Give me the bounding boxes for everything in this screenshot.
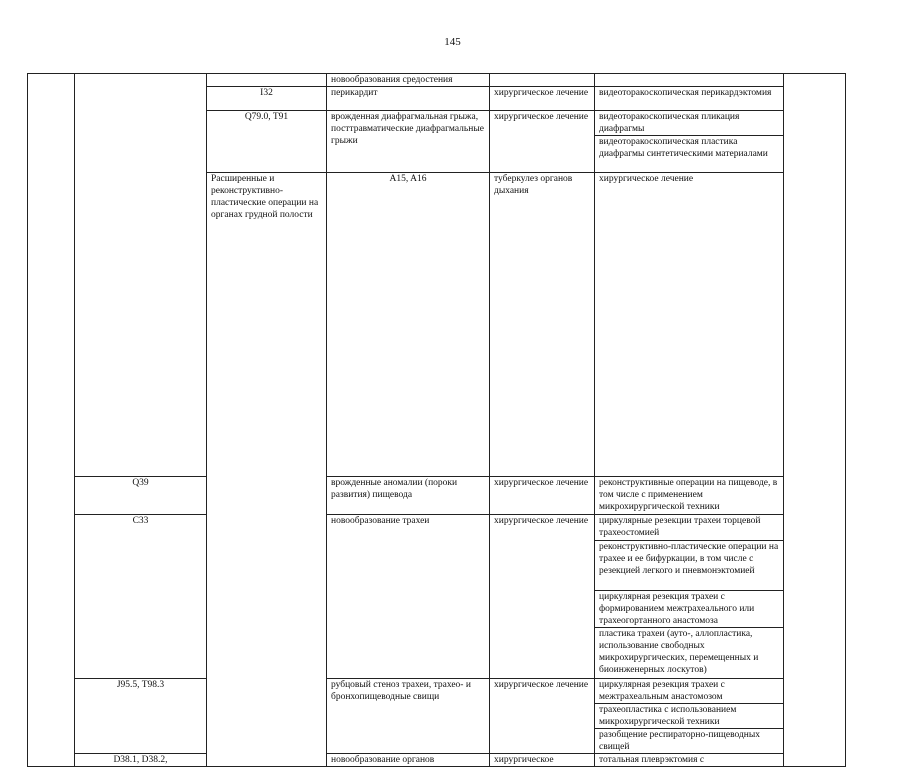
group-label-cell: Расширенные и реконструктивно-пластические операции на органах грудной полости: [207, 173, 327, 767]
code-cell: Q39: [75, 477, 207, 515]
method-cell: видеоторакоскопическая перикардэктомия: [595, 87, 784, 111]
table-row: [28, 754, 846, 767]
procedures-table: [27, 73, 846, 767]
disease-cell: перикардит: [327, 87, 490, 111]
table-row: [28, 515, 846, 541]
treatment-cell: [490, 74, 595, 87]
table-row: [28, 74, 846, 87]
group-cell: [75, 74, 207, 477]
treatment-cell: хирургическое: [490, 754, 595, 767]
treatment-cell: хирургическое лечение: [490, 87, 595, 111]
disease-cell: врожденные аномалии (пороки развития) пищевода: [327, 477, 490, 515]
table-row: [28, 679, 846, 704]
disease-cell: туберкулез органов дыхания: [490, 173, 595, 477]
treatment-cell: хирургическое лечение: [595, 173, 784, 477]
method-cell: реконструктивно-пластические операции на трахее и ее бифуркации, в том числе с резекцией легкого и пневмонэктомией: [595, 541, 784, 591]
method-cell: [595, 74, 784, 87]
disease-cell: рубцовый стеноз трахеи, трахео- и бронхопищеводные свищи: [327, 679, 490, 754]
method-cell: тотальная плеврэктомия с: [595, 754, 784, 767]
code-cell: Q79.0, T91: [207, 111, 327, 173]
method-cell: циркулярная резекция трахеи с межтрахеальным анастомозом: [595, 679, 784, 704]
page-number: 145: [444, 36, 461, 48]
treatment-cell: хирургическое лечение: [490, 111, 595, 173]
disease-cell: новообразование трахеи: [327, 515, 490, 679]
method-cell: циркулярные резекции трахеи торцевой трахеостомией: [595, 515, 784, 541]
treatment-cell: хирургическое лечение: [490, 515, 595, 679]
code-cell: I32: [207, 87, 327, 111]
method-cell: циркулярная резекция трахеи с формированием межтрахеального или трахеогортанного анастомоза: [595, 591, 784, 628]
extra-cell: [784, 74, 846, 767]
code-cell: D38.1, D38.2,: [75, 754, 207, 767]
disease-cell: врожденная диафрагмальная грыжа, посттравматические диафрагмальные грыжи: [327, 111, 490, 173]
table-row: [28, 477, 846, 515]
code-cell: C33: [75, 515, 207, 679]
treatment-cell: хирургическое лечение: [490, 679, 595, 754]
code-cell: A15, A16: [327, 173, 490, 477]
method-cell: видеоторакоскопическая пластика диафрагмы синтетическими материалами: [595, 136, 784, 173]
method-cell: пластика трахеи (ауто-, аллопластика, использование свободных микрохирургических, перемещенных и биоинженерных лоскутов): [595, 628, 784, 679]
code-cell: J95.5, T98.3: [75, 679, 207, 754]
code-cell: [207, 74, 327, 87]
method-cell: реконструктивные операции на пищеводе, в том числе с применением микрохирургической техники: [595, 477, 784, 515]
disease-cell: новообразования средостения: [327, 74, 490, 87]
method-cell: трахеопластика с использованием микрохирургической техники: [595, 704, 784, 729]
number-cell: [28, 74, 75, 767]
disease-cell: новообразование органов: [327, 754, 490, 767]
method-cell: видеоторакоскопическая пликация диафрагмы: [595, 111, 784, 136]
treatment-cell: хирургическое лечение: [490, 477, 595, 515]
method-cell: разобщение респираторно-пищеводных свищей: [595, 729, 784, 754]
